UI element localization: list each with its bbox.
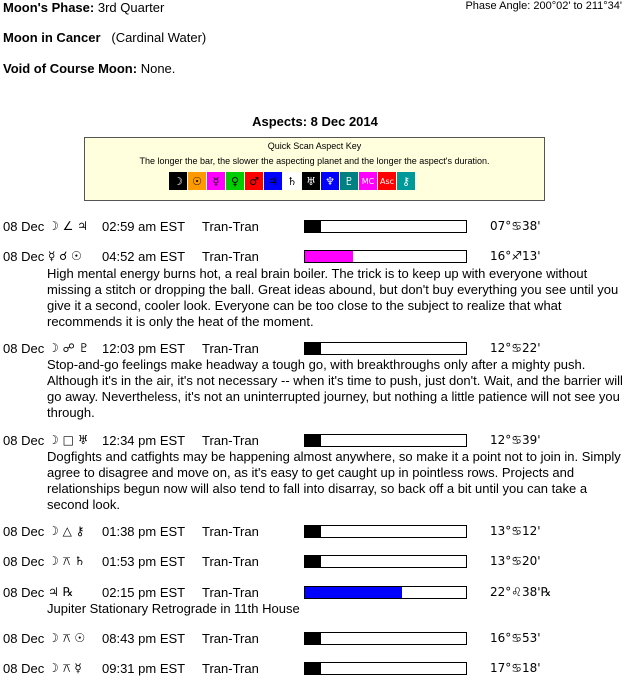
aspect-type: Tran-Tran bbox=[202, 661, 259, 676]
moon-sign-value: (Cardinal Water) bbox=[111, 30, 207, 45]
aspect-position: 12°♋39' bbox=[490, 433, 541, 447]
aspect-row bbox=[3, 585, 623, 601]
duration-bar-fill bbox=[305, 633, 321, 644]
aspect-key-description: The longer the bar, the slower the aspecting planet and the longer the aspect's duration. bbox=[139, 156, 490, 166]
aspect-description: High mental energy burns hot, a real brain boiler. The trick is to keep up with everyone without missing a stitch or dropping the ball. Great ideas abound, but don't buy everything you see until you give it a second, cooler look. Everyone can be too close to the subject to realize that what recommends it is only the heat of the moment. bbox=[47, 266, 619, 329]
aspect-type: Tran-Tran bbox=[202, 524, 259, 539]
aspect-date: 08 Dec bbox=[3, 554, 45, 569]
key-swatch-9: ♇ bbox=[340, 172, 358, 190]
aspect-type: Tran-Tran bbox=[202, 631, 259, 646]
duration-bar-fill bbox=[305, 435, 321, 446]
moon-phase-label: Moon's Phase: bbox=[3, 0, 95, 15]
moon-sign-line bbox=[3, 30, 206, 45]
aspect-date: 08 Dec bbox=[3, 433, 45, 448]
void-value: None. bbox=[140, 61, 176, 76]
key-swatch-1: ☉ bbox=[188, 172, 206, 190]
aspect-position: 22°♌38'℞ bbox=[490, 585, 552, 599]
duration-bar bbox=[304, 220, 467, 233]
aspects-title: Aspects: 8 Dec 2014 bbox=[252, 114, 378, 129]
key-swatch-0: ☽ bbox=[169, 172, 187, 190]
aspect-description: Stop-and-go feelings make headway a tough go, with breakthroughs only after a mighty push. Although it's in the air, it's not necessary -- when it's time to push, just don't. Wait, and the barrier will go away. Nevertheless, it's not an uninterrupted journey, but nothing a little patience will not see you through. bbox=[47, 357, 623, 420]
duration-bar-fill bbox=[305, 221, 321, 232]
aspect-description: Jupiter Stationary Retrograde in 11th House bbox=[47, 601, 300, 616]
key-swatch-6: ♄ bbox=[283, 172, 301, 190]
void-label: Void of Course Moon: bbox=[3, 61, 138, 76]
aspect-time: 04:52 am EST bbox=[102, 249, 186, 264]
aspect-position: 07°♋38' bbox=[490, 219, 541, 233]
aspect-row bbox=[3, 631, 623, 647]
duration-bar-fill bbox=[305, 556, 321, 567]
aspect-time: 02:15 pm EST bbox=[102, 585, 186, 600]
aspect-time: 01:53 pm EST bbox=[102, 554, 186, 569]
aspect-row bbox=[3, 219, 623, 235]
aspect-type: Tran-Tran bbox=[202, 341, 259, 356]
aspect-type: Tran-Tran bbox=[202, 554, 259, 569]
aspect-date: 08 Dec bbox=[3, 661, 45, 676]
key-swatch-10: MC bbox=[359, 172, 377, 190]
key-swatch-7: ♅ bbox=[302, 172, 320, 190]
aspect-position: 16°♋53' bbox=[490, 631, 541, 645]
aspect-position: 13°♋20' bbox=[490, 554, 541, 568]
aspect-key-title: Quick Scan Aspect Key bbox=[267, 141, 362, 151]
aspect-glyphs: ☿ ☌ ☉ bbox=[48, 249, 82, 263]
key-swatch-3: ♀ bbox=[226, 172, 244, 190]
aspect-type: Tran-Tran bbox=[202, 433, 259, 448]
aspect-type: Tran-Tran bbox=[202, 249, 259, 264]
moon-phase-line bbox=[3, 0, 164, 15]
phase-angle: Phase Angle: 200°02' to 211°34' bbox=[465, 0, 622, 12]
moon-sign-label: Moon in Cancer bbox=[3, 30, 101, 45]
duration-bar bbox=[304, 250, 467, 263]
aspect-position: 16°♐13' bbox=[490, 249, 541, 263]
aspect-time: 01:38 pm EST bbox=[102, 524, 186, 539]
aspect-date: 08 Dec bbox=[3, 631, 45, 646]
key-swatch-2: ☿ bbox=[207, 172, 225, 190]
aspect-glyphs: ☽ ⚻ ☿ bbox=[48, 661, 82, 675]
duration-bar-fill bbox=[305, 526, 321, 537]
key-swatch-5: ♃ bbox=[264, 172, 282, 190]
aspect-glyphs: ♃ ℞ bbox=[48, 585, 74, 599]
aspect-glyphs: ☽ △ ⚷ bbox=[48, 524, 85, 538]
aspect-row bbox=[3, 554, 623, 570]
duration-bar bbox=[304, 434, 467, 447]
key-swatch-11: Asc bbox=[378, 172, 396, 190]
duration-bar bbox=[304, 586, 467, 599]
aspect-time: 09:31 pm EST bbox=[102, 661, 186, 676]
aspect-row bbox=[3, 341, 623, 357]
aspect-type: Tran-Tran bbox=[202, 585, 259, 600]
aspect-glyphs: ☽ ⚻ ♄ bbox=[48, 554, 86, 568]
aspect-row bbox=[3, 661, 623, 677]
aspect-glyphs: ☽ ⚻ ☉ bbox=[48, 631, 86, 645]
aspect-glyphs: ☽ ☍ ♇ bbox=[48, 341, 90, 355]
aspect-position: 12°♋22' bbox=[490, 341, 541, 355]
duration-bar bbox=[304, 342, 467, 355]
aspect-description: Dogfights and catfights may be happening almost anywhere, so make it a point not to join in. Simply agree to disagree and move on, as it's easy to get caught up in pointless rows. Projects and relationships begun now will also tend to fall into disarray, so back off a bit until you can take a second look. bbox=[47, 449, 621, 512]
duration-bar bbox=[304, 555, 467, 568]
key-swatch-12: ⚷ bbox=[397, 172, 415, 190]
aspect-position: 13°♋12' bbox=[490, 524, 541, 538]
void-of-course-line bbox=[3, 61, 175, 76]
aspect-row bbox=[3, 433, 623, 449]
aspect-date: 08 Dec bbox=[3, 524, 45, 539]
aspect-row bbox=[3, 249, 623, 265]
aspect-row bbox=[3, 524, 623, 540]
aspect-date: 08 Dec bbox=[3, 219, 45, 234]
duration-bar-fill bbox=[305, 587, 402, 598]
aspect-key-box bbox=[84, 137, 545, 201]
aspect-key-swatches bbox=[169, 172, 416, 190]
aspect-date: 08 Dec bbox=[3, 341, 45, 356]
aspect-type: Tran-Tran bbox=[202, 219, 259, 234]
aspect-date: 08 Dec bbox=[3, 585, 45, 600]
duration-bar-fill bbox=[305, 663, 321, 674]
duration-bar-fill bbox=[305, 343, 321, 354]
aspect-date: 08 Dec bbox=[3, 249, 45, 264]
aspect-time: 02:59 am EST bbox=[102, 219, 186, 234]
aspect-position: 17°♋18' bbox=[490, 661, 541, 675]
key-swatch-8: ♆ bbox=[321, 172, 339, 190]
aspect-glyphs: ☽ □ ♅ bbox=[48, 433, 89, 447]
aspect-time: 12:34 pm EST bbox=[102, 433, 186, 448]
duration-bar bbox=[304, 632, 467, 645]
aspect-time: 08:43 pm EST bbox=[102, 631, 186, 646]
key-swatch-4: ♂ bbox=[245, 172, 263, 190]
duration-bar bbox=[304, 525, 467, 538]
moon-phase-value: 3rd Quarter bbox=[97, 0, 165, 15]
aspect-glyphs: ☽ ∠ ♃ bbox=[48, 219, 88, 233]
aspect-time: 12:03 pm EST bbox=[102, 341, 186, 356]
duration-bar bbox=[304, 662, 467, 675]
duration-bar-fill bbox=[305, 251, 353, 262]
